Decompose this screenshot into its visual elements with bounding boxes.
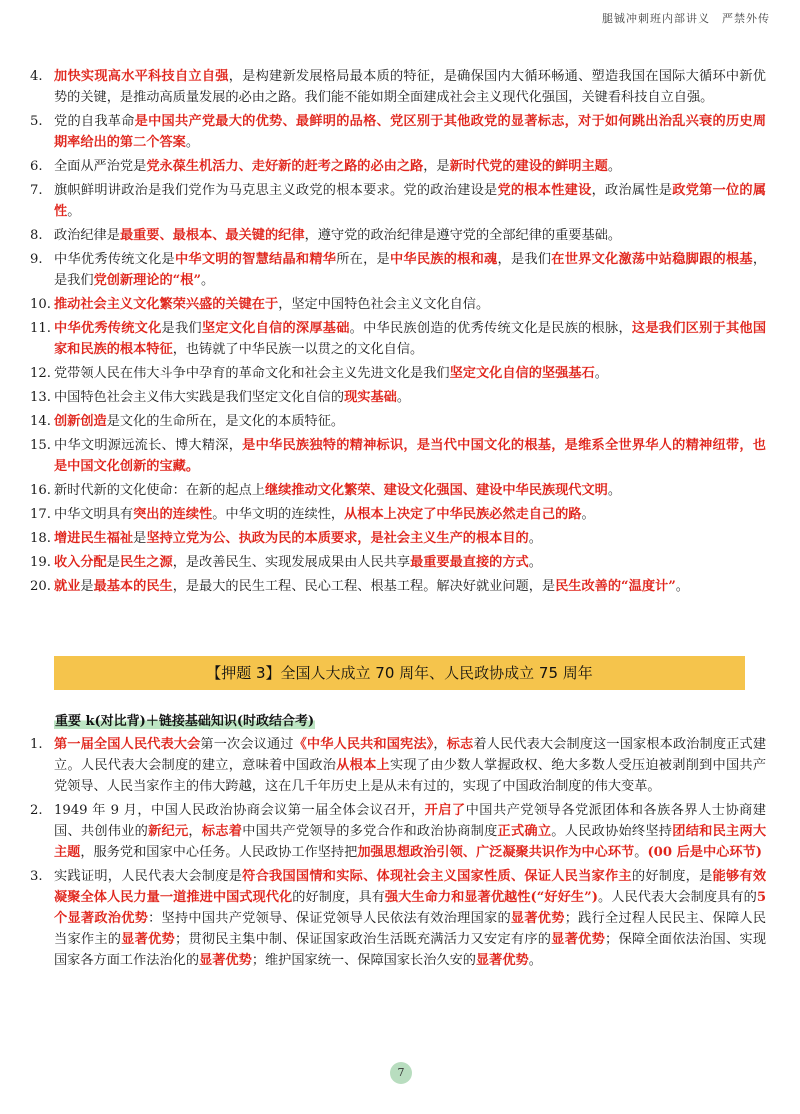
highlight-text: 坚定文化自信的深厚基础 <box>201 321 350 336</box>
highlight-text: 是中国共产党最大的优势、最鲜明的品格、党区别于其他政党的显著标志，对于如何跳出治乱兴衰的历史周期率给出的第二个答案 <box>54 114 767 150</box>
body-text: ，是我们 <box>497 252 552 267</box>
list-item <box>30 66 766 108</box>
list-item <box>30 156 766 177</box>
list-item <box>30 111 767 153</box>
highlight-text: 加快实现高水平科技自立自强 <box>54 69 229 84</box>
highlight-text: 正式确立 <box>497 824 552 839</box>
body-text: ， <box>433 737 447 752</box>
highlight-text: 这是我们区别于其他国家和民族的根本特征 <box>54 321 767 357</box>
item-number: 17. <box>30 507 51 522</box>
body-text: 中国特色社会主义伟大实践是我们坚定文化自信的 <box>54 390 345 405</box>
list-item <box>30 576 766 597</box>
body-text: 着人民代表大会制度这一国家根本政治制度正式建立。人民代表大会制度的建立，意味着中国政治 <box>54 737 767 773</box>
item-number: 1. <box>30 737 43 752</box>
highlight-text: (00 后是中心环节) <box>647 845 762 860</box>
highlight-text: 5 个显著政治优势 <box>54 890 767 926</box>
highlight-text: 中华民族的根和魂 <box>389 252 498 267</box>
body-text: ，也铸就了中华民族一以贯之的文化自信。 <box>172 342 424 357</box>
highlight-text: 从根本上 <box>336 758 390 773</box>
list-item <box>30 225 766 246</box>
highlight-text: 显著优势 <box>551 932 606 947</box>
item-number: 5. <box>30 114 43 129</box>
body-text: 。 <box>528 531 542 546</box>
item-number: 6. <box>30 159 43 174</box>
item-number: 2. <box>30 803 43 818</box>
item-number: 18. <box>30 531 51 546</box>
highlight-text: 新时代党的建设的鲜明主题 <box>449 159 608 174</box>
highlight-text: 符合我国国情和实际、体现社会主义国家性质、保证人民当家作主 <box>242 869 632 884</box>
highlight-text: 新纪元 <box>148 824 189 839</box>
highlight-text: 最重要、最根本、最关键的纪律 <box>119 228 305 243</box>
highlight-text: 收入分配 <box>54 555 107 570</box>
highlight-text: 能够有效凝聚全体人民力量一道推进中国式现代化 <box>54 869 767 905</box>
highlight-text: 民生之源 <box>119 555 173 570</box>
highlight-text: 政党第一位的属性 <box>54 183 767 219</box>
list-item <box>30 249 767 291</box>
body-text: 。 <box>201 273 215 288</box>
body-text: 。中华文明的连续性， <box>212 507 345 522</box>
item-number: 10. <box>30 297 51 312</box>
highlight-text: 就业 <box>54 579 81 594</box>
highlight-text: 标志着 <box>201 824 243 839</box>
body-text: 。 <box>528 555 542 570</box>
body-text: 党的自我革命 <box>54 114 135 129</box>
body-text: ；保障全面依法治国、实现国家各方面工作法治化的 <box>54 932 767 968</box>
item-number: 14. <box>30 414 51 429</box>
body-text: 实现了由少数人掌握政权、绝大多数人受压迫被剥削到中国共产党领导、人民当家作主的伟大跨越，这在几千年历史上是从未有过的，实现了中国政治制度的伟大变革。 <box>54 758 767 794</box>
body-text: ，遵守党的政治纪律是遵守党的全部纪律的重要基础。 <box>304 228 622 243</box>
highlight-text: 显著优势 <box>510 911 565 926</box>
body-text: ， <box>188 824 202 839</box>
body-text: 。 <box>607 483 622 498</box>
body-text: 的好制度，是 <box>631 869 713 884</box>
item-number: 9. <box>30 252 43 267</box>
list-item <box>30 363 766 384</box>
highlight-text: 中华文明的智慧结晶和精华 <box>174 252 337 267</box>
item-number: 16. <box>30 483 51 498</box>
highlight-text: 民生改善的“温度计” <box>555 579 676 594</box>
list-item <box>30 411 766 432</box>
list-item <box>30 800 767 863</box>
highlight-text: 显著优势 <box>476 953 529 968</box>
list-item <box>30 734 767 797</box>
body-text: 。 <box>594 366 608 381</box>
highlight-text: 强大生命力和显著优越性(“好好生”) <box>384 890 598 905</box>
body-text: 中国共产党领导各党派团体和各族各界人士协商建国、共创伟业的 <box>54 803 766 839</box>
highlight-text: 中华优秀传统文化 <box>54 321 162 336</box>
list-item <box>30 294 766 315</box>
item-number: 20. <box>30 579 51 594</box>
highlight-text: 坚定文化自信的坚强基石 <box>449 366 595 381</box>
highlight-text: 显著优势 <box>121 932 175 947</box>
highlight-text: 党永葆生机活力、走好新的赶考之路的必由之路 <box>146 159 424 174</box>
body-text: 全面从严治党是 <box>54 159 147 174</box>
list-item <box>30 318 767 360</box>
item-number: 3. <box>30 869 43 884</box>
list-item <box>30 866 767 971</box>
knowledge-list-1 <box>30 66 767 597</box>
body-text: ，是最大的民生工程、民心工程、根基工程。解决好就业问题，是 <box>172 579 556 594</box>
highlight-text: 《中华人民共和国宪法》 <box>293 737 434 752</box>
highlight-text: 创新创造 <box>54 414 107 429</box>
body-text: ：坚持中国共产党领导、保证党领导人民依法有效治理国家的 <box>148 911 511 926</box>
body-text: 。人民代表大会制度具有的 <box>597 890 757 905</box>
body-text: 是 <box>80 579 94 594</box>
body-text: 政治纪律是 <box>54 228 120 243</box>
highlight-text: 坚持立党为公、执政为民的本质要求，是社会主义生产的根本目的 <box>146 531 529 546</box>
page-header <box>602 10 770 26</box>
highlight-text: 突出的连续性 <box>133 507 213 522</box>
body-text: ，是构建新发展格局最本质的特征，是确保国内大循环畅通、塑造我国在国际大循环中新优势的关键，是推动高质量发展的必由之路。我们能不能如期全面建成社会主义现代化强国，关键看科技自立自强。 <box>54 69 766 105</box>
body-text: 中华文明具有 <box>54 507 134 522</box>
body-text: 1949 年 9 月，中国人民政治协商会议第一届全体会议召开， <box>54 803 425 818</box>
list-item <box>30 180 767 222</box>
highlight-text: 显著优势 <box>199 953 252 968</box>
body-text: 所在，是 <box>336 252 390 267</box>
body-text: 。 <box>396 390 411 405</box>
body-text: 党带领人民在伟大斗争中孕育的革命文化和社会主义先进文化是我们 <box>54 366 450 381</box>
body-text: ，坚定中国特色社会主义文化自信。 <box>278 297 490 312</box>
body-text: 。人民政协始终坚持 <box>551 824 673 839</box>
subheading: 重要 k(对比背)＋链接基础知识(时政结合考) <box>54 710 315 729</box>
body-text: 。 <box>528 953 542 968</box>
body-text: 是 <box>106 555 120 570</box>
body-text: 中华文明源远流长、博大精深， <box>54 438 243 453</box>
body-text: 。 <box>185 135 200 150</box>
body-text: 。 <box>67 204 81 219</box>
highlight-text: 现实基础 <box>344 390 397 405</box>
highlight-text: 第一届全国人民代表大会 <box>54 737 201 752</box>
knowledge-list-2 <box>30 734 767 971</box>
body-text: ；践行全过程人民民主、保障人民当家作主的 <box>54 911 767 947</box>
body-text: ，政治属性是 <box>591 183 673 198</box>
highlight-text: 标志 <box>446 737 474 752</box>
body-text: 旗帜鲜明讲政治是我们党作为马克思主义政党的根本要求。党的政治建设是 <box>54 183 498 198</box>
highlight-text: 增进民生福祉 <box>54 531 134 546</box>
body-text: 的好制度，具有 <box>292 890 385 905</box>
list-item <box>30 552 766 573</box>
highlight-text: 继续推动文化繁荣、建设文化强国、建设中华民族现代文明 <box>265 483 608 498</box>
body-text: ，是改善民生、实现发展成果由人民共享 <box>172 555 411 570</box>
item-number: 19. <box>30 555 51 570</box>
highlight-text: 最基本的民生 <box>93 579 173 594</box>
highlight-text: 团结和民主两大主题 <box>54 824 767 860</box>
highlight-text: 加强思想政治引领、广泛凝聚共识作为中心环节 <box>357 845 635 860</box>
body-text: 中华优秀传统文化是 <box>54 252 175 267</box>
highlight-text: 在世界文化激荡中站稳脚跟的根基 <box>551 252 753 267</box>
body-text: 是文化的生命所在，是文化的本质特征。 <box>106 414 345 429</box>
body-text: 。 <box>634 845 648 860</box>
item-number: 4. <box>30 69 43 84</box>
item-number: 12. <box>30 366 51 381</box>
body-text: 。 <box>675 579 689 594</box>
highlight-text: 是中华民族独特的精神标识，是当代中国文化的根基，是维系全世界华人的精神纽带，也是中国文化创新的宝藏。 <box>54 438 766 474</box>
header-course: 腿铖冲刺班内部讲义 <box>602 12 710 25</box>
body-text: 中国共产党领导的多党合作和政治协商制度 <box>242 824 498 839</box>
item-number: 8. <box>30 228 43 243</box>
body-text: 。中华民族创造的优秀传统文化是民族的根脉， <box>349 321 632 336</box>
body-text: ；贯彻民主集中制、保证国家政治生活既充满活力又安定有序的 <box>174 932 552 947</box>
body-text: 是我们 <box>161 321 202 336</box>
item-number: 15. <box>30 438 51 453</box>
highlight-text: 党创新理论的“根” <box>93 273 202 288</box>
body-text: 。 <box>607 159 622 174</box>
highlight-text: 最重要最直接的方式 <box>410 555 529 570</box>
body-text: 实践证明，人民代表大会制度是 <box>54 869 243 884</box>
highlight-text: 从根本上决定了中华民族必然走自己的路 <box>344 507 582 522</box>
body-text: ，是我们 <box>54 252 767 288</box>
highlight-text: 开启了 <box>424 803 466 818</box>
list-item <box>30 435 766 477</box>
list-item <box>30 387 766 408</box>
highlight-text: 党的根本性建设 <box>497 183 592 198</box>
body-text: ；维护国家统一、保障国家长治久安的 <box>251 953 476 968</box>
body-text: ，服务党和国家中心任务。人民政协工作坚持把 <box>80 845 358 860</box>
highlight-text: 推动社会主义文化繁荣兴盛的关键在于 <box>54 297 279 312</box>
body-text: 第一次会议通过 <box>200 737 294 752</box>
list-item <box>30 528 766 549</box>
body-text: 新时代新的文化使命：在新的起点上 <box>54 483 265 498</box>
list-item <box>30 504 766 525</box>
item-number: 11. <box>30 321 51 336</box>
body-text: 。 <box>581 507 595 522</box>
page-number: 7 <box>390 1062 412 1084</box>
body-text: ，是 <box>423 159 450 174</box>
list-item <box>30 480 766 501</box>
banner-title: 【押题 3】全国人大成立 70 周年、人民政协成立 75 周年 <box>206 664 593 682</box>
section-banner <box>54 656 745 690</box>
body-text: 是 <box>133 531 147 546</box>
item-number: 13. <box>30 390 51 405</box>
item-number: 7. <box>30 183 43 198</box>
header-notice: 严禁外传 <box>722 12 770 25</box>
